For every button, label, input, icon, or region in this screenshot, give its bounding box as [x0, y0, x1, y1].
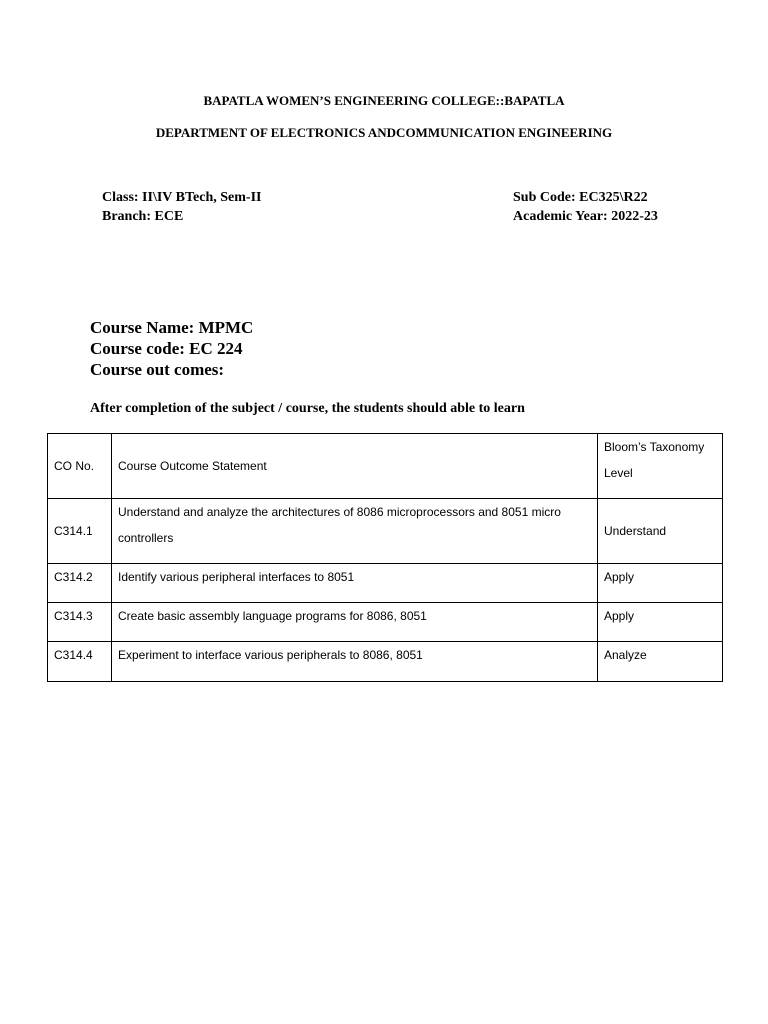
co-number: C314.1 [48, 499, 112, 564]
intro-text: After completion of the subject / course, the students should able to learn [90, 401, 525, 416]
academic-year-info: Academic Year: 2022-23 [513, 209, 658, 224]
department-name: DEPARTMENT OF ELECTRONICS ANDCOMMUNICATION ENGINEERING [155, 125, 613, 140]
table-row [48, 499, 723, 564]
college-name: BAPATLA WOMEN’S ENGINEERING COLLEGE::BAPATLA [203, 93, 565, 108]
co-level: Apply [598, 603, 723, 642]
co-number: C314.3 [48, 603, 112, 642]
table-row [48, 603, 723, 642]
header-co-no: CO No. [48, 434, 112, 499]
co-statement: Experiment to interface various peripherals to 8086, 8051 [112, 642, 598, 682]
co-statement: Identify various peripheral interfaces to 8051 [112, 564, 598, 603]
table-row [48, 564, 723, 603]
table-row [48, 642, 723, 682]
co-statement: Understand and analyze the architectures of 8086 microprocessors and 8051 micro controllers [112, 499, 598, 564]
branch-info: Branch: ECE [102, 209, 184, 224]
course-outcomes-label: Course out comes: [90, 360, 225, 379]
meta-left [102, 188, 261, 226]
course-block [90, 317, 253, 380]
class-info: Class: II\IV BTech, Sem-II [102, 190, 262, 205]
co-level: Apply [598, 564, 723, 603]
meta-right [513, 188, 658, 226]
course-name: Course Name: MPMC [90, 318, 254, 337]
sub-code-info: Sub Code: EC325\R22 [513, 190, 648, 205]
co-statement: Create basic assembly language programs for 8086, 8051 [112, 603, 598, 642]
co-number: C314.4 [48, 642, 112, 682]
header-blooms-level: Bloom’s Taxonomy Level [598, 434, 723, 499]
co-number: C314.2 [48, 564, 112, 603]
table-header-row [48, 434, 723, 499]
course-code: Course code: EC 224 [90, 339, 243, 358]
course-outcomes-table [47, 433, 723, 682]
header-statement: Course Outcome Statement [112, 434, 598, 499]
co-level: Understand [598, 499, 723, 564]
co-level: Analyze [598, 642, 723, 682]
